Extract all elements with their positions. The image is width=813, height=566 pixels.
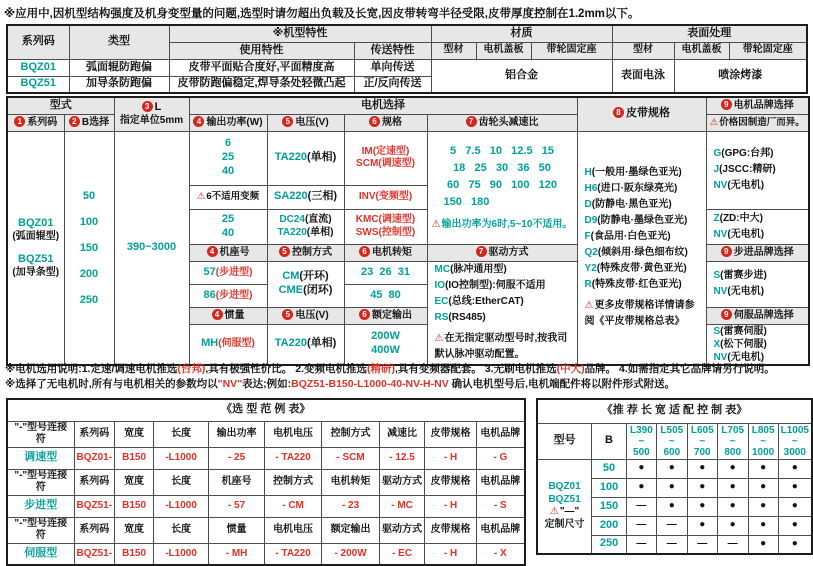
series-code-bqz51: BQZ51	[7, 76, 69, 93]
header-type: 类型	[69, 25, 169, 59]
circle-9-badge: 9	[721, 99, 732, 110]
page-top-note: ※应用中,因机型结构强度及机身变型量的问题,选型时请勿超出负载及长宽,因皮带转弯半径受限,皮带厚度控制在1.2mm以下。	[4, 8, 640, 20]
example-value: - G	[477, 447, 525, 469]
connector-header: "-"型号连接符	[7, 421, 74, 447]
header-frame-size: 4 机座号	[189, 244, 267, 261]
col-header: 长度	[154, 469, 209, 495]
example-value: - 200W	[322, 543, 380, 565]
example-value: - EC	[380, 543, 425, 565]
header-l-range: L805 ~ 1000	[748, 423, 778, 459]
header-rated-output: 6 额定输出	[344, 307, 427, 324]
header-series: 1 系列码	[7, 114, 64, 131]
b-value: 200	[592, 516, 627, 535]
header-voltage: 5 电压(V)	[267, 114, 344, 131]
col-header: 系列码	[74, 421, 115, 447]
control-mode-cell: CM(开环) CME(闭环)	[267, 261, 344, 307]
example-value: - 57	[209, 495, 265, 517]
drive-mode-cell: MC(脉冲通用型) IO(IO控制型):伺服不适用 EC(总线:EtherCAT) RS(RS485) ⚠在无指定驱动型号时,按我司默认脉冲驱动配置。	[427, 261, 577, 365]
col-header: 长度	[154, 517, 209, 543]
transfer-bqz51: 正/反向传送	[354, 76, 431, 93]
col-header: 驱动方式	[380, 517, 425, 543]
circle-8-badge: 8	[613, 107, 624, 118]
header-control-mode: 5 控制方式	[267, 244, 344, 261]
grid-cell: ●	[687, 478, 717, 497]
col-header: 输出功率	[209, 421, 265, 447]
series-code-bqz01: BQZ01	[7, 59, 69, 76]
header-l-range: L505 ~ 600	[656, 423, 687, 459]
spec-inv-cell: INV(变频型)	[344, 185, 427, 209]
series-code-cell: BQZ01 (弧面辊型) BQZ51 (加导条型)	[7, 131, 64, 365]
col-header: 额定输出	[322, 517, 380, 543]
torque-57-cell: 23 26 31	[344, 261, 427, 284]
header-pulley-seat: 带轮固定座	[531, 42, 612, 59]
servo-brand-cell: S(雷赛伺服) X(松下伺服) NV(无电机)	[706, 324, 809, 365]
grid-cell: ●	[717, 478, 748, 497]
col-header: 宽度	[115, 421, 154, 447]
no-motor-note: ※选择了无电机时,所有与电机相关的参数均以"NV"表达;例如:BQZ51-B150-L1000-40-NV-H-NV 确认电机型号后,电机端配件将以附件形式附送。	[5, 378, 676, 390]
footnotes	[5, 362, 775, 392]
header-model: 型号	[537, 423, 592, 459]
example-value: B150	[115, 495, 154, 517]
spec-table	[6, 24, 808, 94]
brand-price-note: ⚠价格因制造厂而异。	[706, 114, 809, 131]
example-value: B150	[115, 447, 154, 469]
col-header: 宽度	[115, 469, 154, 495]
b-value: 100	[592, 478, 627, 497]
col-header: 惯量	[209, 517, 265, 543]
belt-spec-cell: H(一般用·墨绿色亚光) H6(进口·阪东绿亮光) D(防静电·黑色亚光) D9(防静电·墨绿色亚光) F(食品用·白色亚光) Q2(倾斜用·绿色细布纹) Y2(特殊皮带·黄色亚光) R(特殊皮带·红色亚光) ⚠更多皮带规格详情请参阅《平皮带规格总表》	[577, 131, 706, 365]
grid-cell: —	[687, 535, 717, 554]
b-value: 150	[592, 497, 627, 516]
grid-cell: ●	[778, 478, 812, 497]
material-value: 铝合金	[431, 59, 612, 93]
header-servo-voltage: 5 电压(V)	[267, 307, 344, 324]
example-value: - TA220	[265, 447, 322, 469]
voltage-dc24-cell: DC24(直流) TA220(单相)	[267, 209, 344, 244]
col-header: 机座号	[209, 469, 265, 495]
col-header: 电机品牌	[477, 517, 525, 543]
type-bqz51: 加导条防跑偏	[69, 76, 169, 93]
example-value: - MH	[209, 543, 265, 565]
example-value: BQZ51-	[74, 495, 115, 517]
table-row	[7, 543, 525, 565]
col-header: 皮带规格	[425, 421, 477, 447]
header-motor-cover-2: 电机盖板	[674, 42, 729, 59]
header-transfer-feature: 传送特性	[354, 42, 431, 59]
recommend-table	[536, 398, 813, 555]
col-header: 系列码	[74, 517, 115, 543]
warning-icon: ⚠	[434, 333, 444, 344]
header-servo-brand: 9 伺服品牌选择	[706, 307, 809, 324]
header-surface: 表面处理	[612, 25, 807, 42]
grid-cell: —	[626, 535, 656, 554]
motor-brand-cell: G(GPG:台邦) J(JSCC:精研) NV(无电机)	[706, 131, 809, 209]
header-profile: 型材	[431, 42, 476, 59]
table-row	[537, 459, 812, 478]
table-row	[7, 517, 525, 543]
header-series-code: 系列码	[7, 25, 69, 59]
b-value: 50	[592, 459, 627, 478]
motor-selection-note: ※电机选用说明:1.定速/调速电机推选(台邦),具有极强性价比。 2.变频电机推选(精研),具有变频器配套。 3.无刷电机推选(中大)品牌。 4.如需指定其它品牌请另行说明。	[5, 363, 775, 375]
example-value: -L1000	[154, 543, 209, 565]
header-motor-cover: 电机盖板	[476, 42, 531, 59]
grid-cell: —	[656, 535, 687, 554]
col-header: 皮带规格	[425, 469, 477, 495]
header-output-power: 4 输出功率(W)	[189, 114, 267, 131]
header-drive-mode: 7 驱动方式	[427, 244, 577, 261]
col-header: 控制方式	[322, 421, 380, 447]
col-header: 电机品牌	[477, 421, 525, 447]
use-feature-bqz51: 皮带防跑偏稳定,焊导条处轻微凸起	[169, 76, 354, 93]
header-l-range: L705 ~ 800	[717, 423, 748, 459]
col-header: 驱动方式	[380, 469, 425, 495]
header-gear-ratio: 7 齿轮头减速比	[427, 114, 577, 131]
grid-cell: ●	[687, 459, 717, 478]
spec-kmc-sws-cell: KMC(调速型) SWS(控制型)	[344, 209, 427, 244]
brushless-brand-cell: Z(ZD:中大) NV(无电机)	[706, 209, 809, 244]
grid-cell: ●	[748, 516, 778, 535]
example-label: 调速型	[7, 447, 74, 469]
table-row	[7, 59, 807, 76]
voltage-ta220-cell: TA220(单相)	[267, 131, 344, 185]
example-value: BQZ01-	[74, 447, 115, 469]
b-values-cell: 50 100 150 200 250	[64, 131, 114, 365]
example-value: - SCM	[322, 447, 380, 469]
table-row	[7, 469, 525, 495]
header-brand-selection: 9 电机品牌选择	[706, 97, 809, 114]
grid-cell: ●	[778, 535, 812, 554]
grid-cell: ●	[656, 497, 687, 516]
grid-cell: ●	[748, 497, 778, 516]
grid-cell: ●	[717, 516, 748, 535]
example-label: 步进型	[7, 495, 74, 517]
rated-output-cell: 200W 400W	[344, 324, 427, 365]
frame-86-cell: 86(步进型)	[189, 284, 267, 307]
grid-cell: ●	[748, 535, 778, 554]
header-spec: 6 规格	[344, 114, 427, 131]
servo-voltage-cell: TA220(单相)	[267, 324, 344, 365]
example-value: - H	[425, 447, 477, 469]
grid-cell: ●	[748, 478, 778, 497]
grid-cell: ●	[687, 516, 717, 535]
inertia-mh-cell: MH(伺服型)	[189, 324, 267, 365]
header-machine-feature: ※机型特性	[169, 25, 431, 42]
col-header: 系列码	[74, 469, 115, 495]
connector-header: "-"型号连接符	[7, 517, 74, 543]
example-table-title: 《选 型 范 例 表》	[7, 399, 525, 421]
example-value: -L1000	[154, 447, 209, 469]
grid-cell: —	[656, 516, 687, 535]
header-length: 3 L 指定单位5mm	[114, 97, 189, 131]
warning-icon: ⚠	[549, 506, 559, 518]
header-pulley-seat-2: 带轮固定座	[729, 42, 807, 59]
example-value: - S	[477, 495, 525, 517]
surface-coating-value: 喷涂烤漆	[674, 59, 807, 93]
spec-im-scm-cell: IM(定速型) SCM(调速型)	[344, 131, 427, 185]
b-value: 250	[592, 535, 627, 554]
grid-cell: —	[626, 516, 656, 535]
grid-cell: ●	[717, 497, 748, 516]
grid-cell: ●	[626, 478, 656, 497]
example-value: BQZ51-	[74, 543, 115, 565]
grid-cell: ●	[717, 459, 748, 478]
circle-3-badge: 3	[142, 101, 153, 112]
header-l-range: L605 ~ 700	[687, 423, 717, 459]
col-header: 电机转矩	[322, 469, 380, 495]
header-belt-spec: 8 皮带规格	[577, 97, 706, 131]
connector-header: "-"型号连接符	[7, 469, 74, 495]
type-bqz01: 弧面辊防跑偏	[69, 59, 169, 76]
example-value: - X	[477, 543, 525, 565]
table-row	[7, 495, 525, 517]
power-values-2-cell: 25 40	[189, 209, 267, 244]
grid-cell: ●	[778, 459, 812, 478]
voltage-sa220-cell: SA220(三相)	[267, 185, 344, 209]
l-range-cell: 390~3000	[114, 131, 189, 365]
grid-cell: —	[717, 535, 748, 554]
header-step-brand: 9 步进品牌选择	[706, 244, 809, 261]
example-value: - CM	[265, 495, 322, 517]
warning-icon: ⚠	[196, 191, 206, 203]
use-feature-bqz01: 皮带平面贴合度好,平面精度高	[169, 59, 354, 76]
example-value: - H	[425, 495, 477, 517]
example-value: - 25	[209, 447, 265, 469]
grid-cell: ●	[778, 497, 812, 516]
frame-57-cell: 57(步进型)	[189, 261, 267, 284]
example-value: B150	[115, 543, 154, 565]
surface-profile-value: 表面电泳	[612, 59, 674, 93]
header-l-range: L1005 ~ 3000	[778, 423, 812, 459]
example-value: -L1000	[154, 495, 209, 517]
grid-cell: ●	[778, 516, 812, 535]
example-value: - TA220	[265, 543, 322, 565]
col-header: 电机电压	[265, 517, 322, 543]
col-header: 宽度	[115, 517, 154, 543]
header-use-feature: 使用特性	[169, 42, 354, 59]
selection-table	[6, 96, 810, 366]
example-value: - 23	[322, 495, 380, 517]
example-value: - 12.5	[380, 447, 425, 469]
power-values-cell: 6 25 40	[189, 131, 267, 185]
col-header: 减速比	[380, 421, 425, 447]
recommend-table-title: 《推 荐 长 宽 适 配 控 制 表》	[537, 399, 812, 423]
step-brand-cell: S(雷赛步进) NV(无电机)	[706, 261, 809, 307]
warning-icon: ⚠	[431, 218, 441, 230]
header-model-form: 型式	[7, 97, 114, 114]
grid-cell: ●	[687, 497, 717, 516]
grid-cell: —	[626, 497, 656, 516]
torque-86-cell: 45 80	[344, 284, 427, 307]
col-header: 控制方式	[265, 469, 322, 495]
table-row	[7, 421, 525, 447]
warning-icon: ⚠	[584, 300, 594, 311]
header-b-select: 2 B选择	[64, 114, 114, 131]
col-header: 电机电压	[265, 421, 322, 447]
col-header: 长度	[154, 421, 209, 447]
header-l-range: L390 ~ 500	[626, 423, 656, 459]
example-label: 伺服型	[7, 543, 74, 565]
header-profile-2: 型材	[612, 42, 674, 59]
warning-icon: ⚠	[709, 116, 719, 128]
grid-cell: ●	[656, 459, 687, 478]
header-b: B	[592, 423, 627, 459]
gear-ratio-cell: 5 7.5 10 12.5 15 18 25 30 36 50 60 75 90 100 120 150 180 ⚠输出功率为6时,5~10不适用。	[427, 131, 577, 244]
col-header: 皮带规格	[425, 517, 477, 543]
grid-cell: ●	[748, 459, 778, 478]
example-value: - H	[425, 543, 477, 565]
header-inertia: 4 惯量	[189, 307, 267, 324]
col-header: 电机品牌	[477, 469, 525, 495]
header-motor-torque: 6 电机转矩	[344, 244, 427, 261]
example-table	[6, 398, 526, 566]
grid-cell: ●	[626, 459, 656, 478]
header-motor-selection: 电机选择	[189, 97, 577, 114]
power-note-cell: ⚠6不适用变频	[189, 185, 267, 209]
grid-cell: ●	[656, 478, 687, 497]
length-unit-note: 指定单位5mm	[119, 114, 184, 126]
example-value: - MC	[380, 495, 425, 517]
transfer-bqz01: 单向传送	[354, 59, 431, 76]
table-row	[7, 447, 525, 469]
header-material: 材质	[431, 25, 612, 42]
model-codes-cell: BQZ01 BQZ51 ⚠"—" 定制尺寸	[537, 459, 592, 554]
